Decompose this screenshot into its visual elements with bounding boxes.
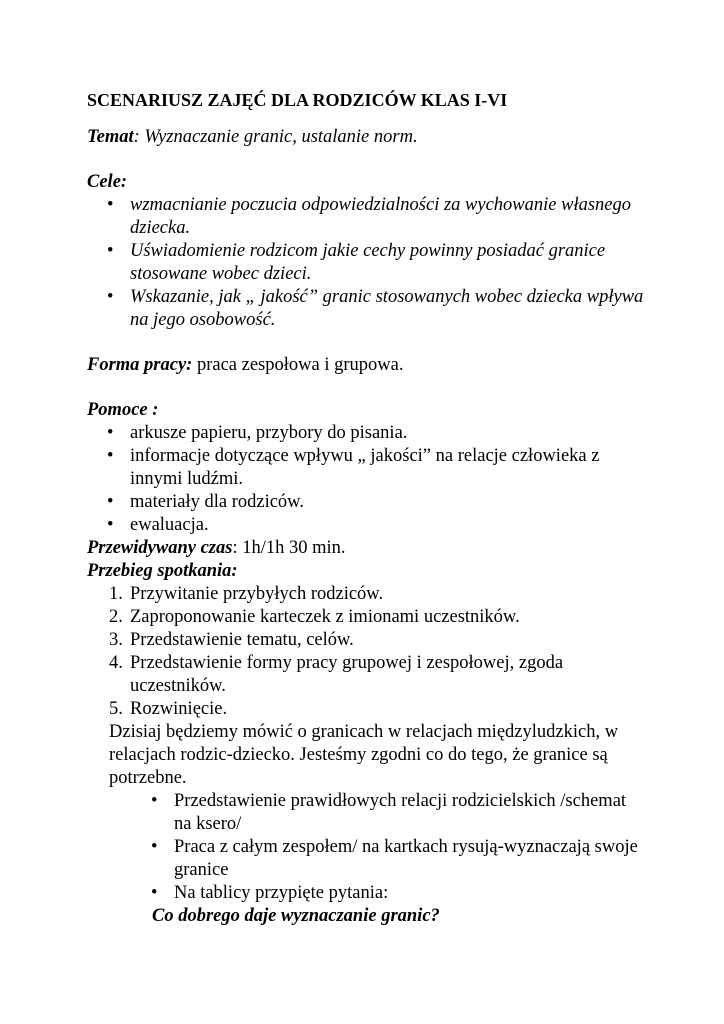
temat-text: : Wyznaczanie granic, ustalanie norm. [133, 127, 418, 147]
temat-line [87, 126, 647, 149]
rozwiniecie-list [87, 790, 647, 905]
cele-heading: Cele: [87, 172, 128, 192]
czas-label: Przewidywany czas [87, 538, 233, 558]
pomoce-item: • materiały dla rodziców. [87, 491, 647, 514]
document-body [87, 89, 647, 928]
document-title: SCENARIUSZ ZAJĘĆ DLA RODZICÓW KLAS I-VI [87, 90, 508, 110]
pomoce-item: • arkusze papieru, przybory do pisania. [87, 422, 647, 445]
pomoce-item: • informacje dotyczące wpływu „ jakości” na relacje człowieka z innymi ludźmi. [87, 445, 647, 491]
przebieg-steps [87, 583, 647, 721]
przebieg-heading: Przebieg spotkania: [87, 561, 238, 581]
cele-list [87, 194, 647, 332]
pomoce-list [87, 422, 647, 537]
rozwiniecie-paragraph: Dzisiaj będziemy mówić o granicach w relacjach międzyludzkich, w relacjach rodzic-dziecko. Jesteśmy zgodni co do tego, że granice są potrzebne. [109, 722, 619, 788]
step-item: 2. Zaproponowanie karteczek z imionami uczestników. [109, 607, 520, 627]
forma-label: Forma pracy: [87, 355, 193, 375]
cele-item: • Uświadomienie rodzicom jakie cechy powinny posiadać granice stosowane wobec dzieci. [87, 240, 647, 286]
cele-item: • wzmacnianie poczucia odpowiedzialności za wychowanie własnego dziecka. [87, 194, 647, 240]
step-item: 3. Przedstawienie tematu, celów. [109, 630, 354, 650]
step-item: 4. Przedstawienie formy pracy grupowej i zespołowej, zgoda uczestników. [109, 653, 564, 696]
cele-item: • Wskazanie, jak „ jakość” granic stosowanych wobec dziecka wpływa na jego osobowość. [87, 286, 647, 332]
temat-label: Temat [87, 127, 134, 147]
czas-text: : 1h/1h 30 min. [232, 538, 346, 558]
forma-line [87, 354, 647, 377]
czas-line [87, 537, 647, 560]
step-item: 1. Przywitanie przybyłych rodziców. [109, 584, 384, 604]
rozwiniecie-item: • Na tablicy przypięte pytania: [131, 882, 647, 905]
rozwiniecie-item: • Przedstawienie prawidłowych relacji rodzicielskich /schemat na ksero/ [131, 790, 647, 836]
pomoce-heading: Pomoce : [87, 400, 159, 420]
step-item: 5. Rozwinięcie. [109, 699, 228, 719]
rozwiniecie-item: • Praca z całym zespołem/ na kartkach rysują-wyznaczają swoje granice [131, 836, 647, 882]
pomoce-item: • ewaluacja. [87, 514, 647, 537]
question-line: Co dobrego daje wyznaczanie granic? [152, 906, 440, 926]
forma-text: praca zespołowa i grupowa. [192, 355, 404, 375]
